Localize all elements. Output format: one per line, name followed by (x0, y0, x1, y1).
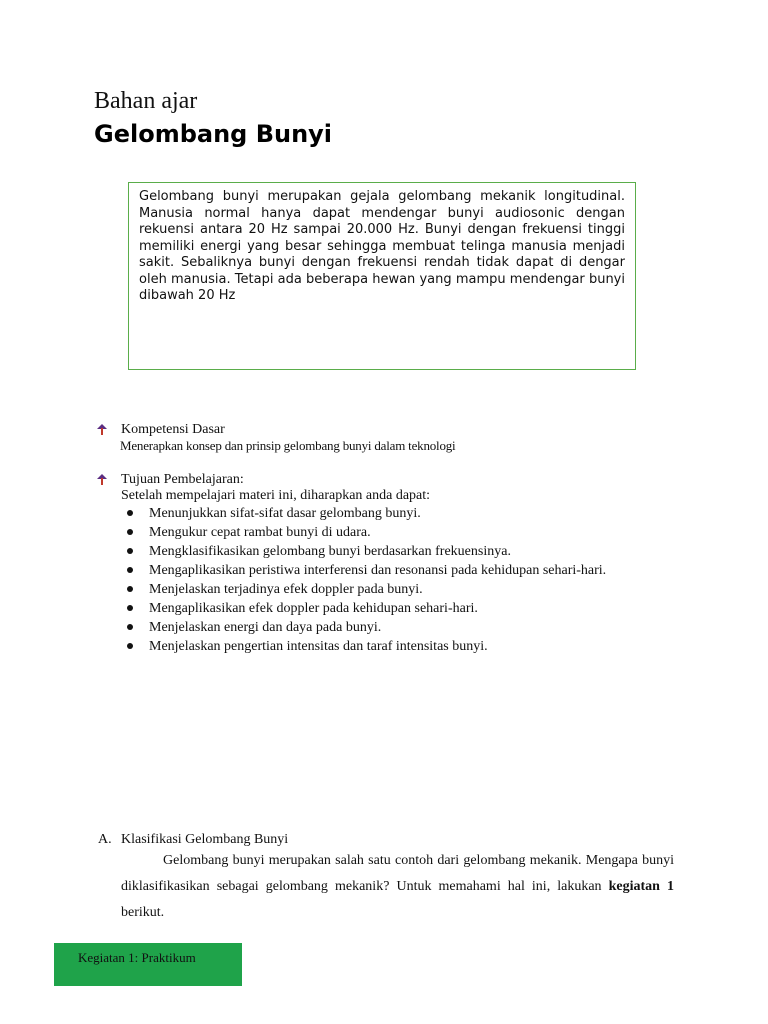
kompetensi-text: Menerapkan konsep dan prinsip gelombang bunyi dalam teknologi (120, 438, 456, 453)
kompetensi-label: Kompetensi Dasar (121, 422, 225, 437)
bullet-icon (127, 567, 133, 573)
paragraph-bold-text: kegiatan 1 (608, 879, 674, 894)
list-item (126, 618, 606, 637)
bullet-icon (127, 548, 133, 554)
document-title: Gelombang Bunyi (94, 120, 333, 148)
arrow-bullet-icon (96, 423, 108, 437)
bullet-icon (127, 605, 133, 611)
list-item-text: Mengaplikasikan peristiwa interferensi dan resonansi pada kehidupan sehari-hari. (149, 563, 607, 578)
section-a-paragraph (121, 848, 674, 926)
activity-box (54, 943, 242, 986)
list-item-text: Mengklasifikasikan gelombang bunyi berdasarkan frekuensinya. (149, 544, 511, 559)
list-item (126, 561, 606, 580)
list-item-text: Menjelaskan terjadinya efek doppler pada bunyi. (149, 582, 423, 597)
intro-box (128, 182, 636, 370)
paragraph-text: berikut. (121, 905, 165, 920)
list-item-text: Mengukur cepat rambat bunyi di udara. (149, 525, 371, 540)
list-item (126, 637, 606, 656)
bullet-icon (127, 586, 133, 592)
list-item-text: Menjelaskan pengertian intensitas dan taraf intensitas bunyi. (149, 639, 488, 654)
document-subtitle: Bahan ajar (94, 88, 198, 114)
list-item (126, 580, 606, 599)
list-item-text: Menunjukkan sifat-sifat dasar gelombang bunyi. (149, 506, 421, 521)
intro-text: Gelombang bunyi merupakan gejala gelombang mekanik longitudinal. Manusia normal hanya dapat mendengar bunyi audiosonic dengan rekuensi antara 20 Hz sampai 20.000 Hz. Bunyi dengan frekuensi tinggi memiliki energi yang besar sehingga membuat telinga manusia menjadi sakit. Sebaliknya bunyi dengan frekuensi rendah tidak dapat di dengar oleh manusia. Tetapi ada beberapa hewan yang mampu mendengar bunyi dibawah 20 Hz (139, 189, 625, 303)
bullet-icon (127, 624, 133, 630)
paragraph-text: Gelombang bunyi merupakan salah satu contoh dari gelombang mekanik. Mengapa bunyi diklasifikasikan sebagai gelombang mekanik? Untuk memahami hal ini, lakukan (121, 853, 674, 894)
list-item-text: Menjelaskan energi dan daya pada bunyi. (149, 620, 382, 635)
bullet-icon (127, 529, 133, 535)
list-item (126, 523, 606, 542)
bullet-icon (127, 643, 133, 649)
section-a-title: Klasifikasi Gelombang Bunyi (121, 832, 289, 847)
tujuan-intro: Setelah mempelajari materi ini, diharapkan anda dapat: (121, 488, 431, 503)
tujuan-label: Tujuan Pembelajaran: (121, 472, 244, 487)
bullet-icon (127, 510, 133, 516)
goals-list (126, 504, 606, 656)
section-a-letter: A. (98, 832, 112, 847)
list-item-text: Mengaplikasikan efek doppler pada kehidupan sehari-hari. (149, 601, 478, 616)
activity-label: Kegiatan 1: Praktikum (78, 950, 196, 965)
list-item (126, 542, 606, 561)
list-item (126, 504, 606, 523)
list-item (126, 599, 606, 618)
arrow-bullet-icon (96, 473, 108, 487)
